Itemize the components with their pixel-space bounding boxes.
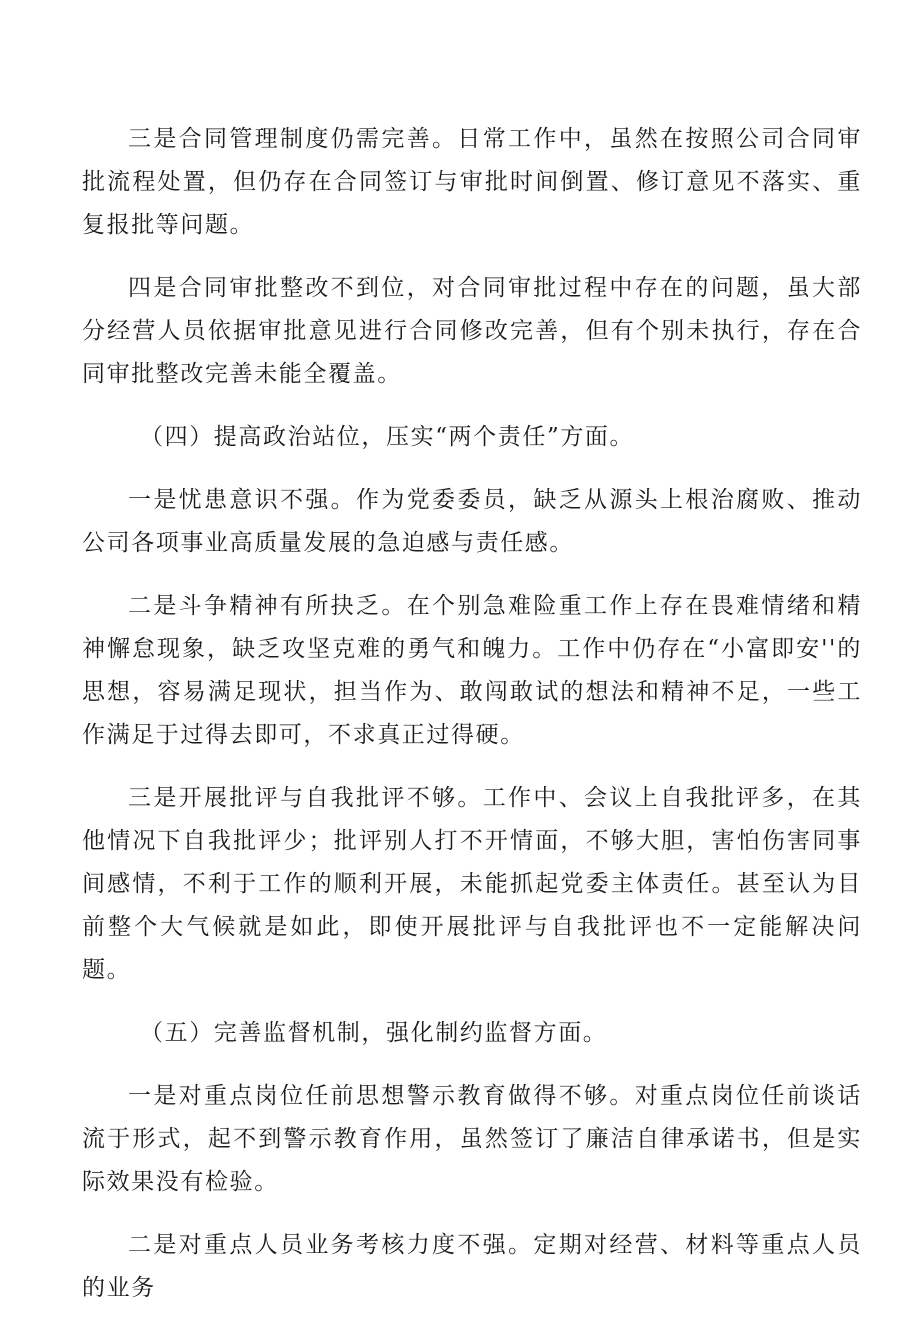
section-heading-four: （四）提高政治站位，压实“两个责任”方面。 bbox=[140, 424, 635, 450]
document-body bbox=[82, 118, 862, 1330]
paragraph-warning-education: 一是对重点岗位任前思想警示教育做得不够。对重点岗位任前谈话流于形式，起不到警示教育作用，虽然签订了廉洁自律承诺书，但是实际效果没有检验。 bbox=[82, 1083, 862, 1195]
paragraph-contract-rectification: 四是合同审批整改不到位，对合同审批过程中存在的问题，虽大部分经营人员依据审批意见进行合同修改完善，但有个别未执行，存在合同审批整改完善未能全覆盖。 bbox=[82, 275, 862, 387]
paragraph-criticism: 三是开展批评与自我批评不够。工作中、会议上自我批评多，在其他情况下自我批评少；批评别人打不开情面，不够大胆，害怕伤害同事间感情，不利于工作的顺利开展，未能抓起党委主体责任。甚至认为目前整个大气候就是如此，即使开展批评与自我批评也不一定能解决问题。 bbox=[82, 785, 862, 983]
paragraph-assessment: 二是对重点人员业务考核力度不强。定期对经营、材料等重点人员的业务 bbox=[82, 1232, 862, 1301]
paragraph-struggle-spirit: 二是斗争精神有所抉乏。在个别急难险重工作上存在畏难情绪和精神懈怠现象，缺乏攻坚克难的勇气和魄力。工作中仍存在“小富即安''的思想，容易满足现状，担当作为、敢闯敢试的想法和精神不足，一些工作满足于过得去即可，不求真正过得硬。 bbox=[82, 593, 862, 748]
section-heading-five: （五）完善监督机制，强化制约监督方面。 bbox=[140, 1020, 608, 1046]
paragraph-contract-management: 三是合同管理制度仍需完善。日常工作中，虽然在按照公司合同审批流程处置，但仍存在合同签订与审批时间倒置、修订意见不落实、重复报批等问题。 bbox=[82, 126, 862, 238]
paragraph-awareness: 一是忧患意识不强。作为党委委员，缺乏从源头上根治腐败、推动公司各项事业高质量发展的急迫感与责任感。 bbox=[82, 487, 862, 556]
